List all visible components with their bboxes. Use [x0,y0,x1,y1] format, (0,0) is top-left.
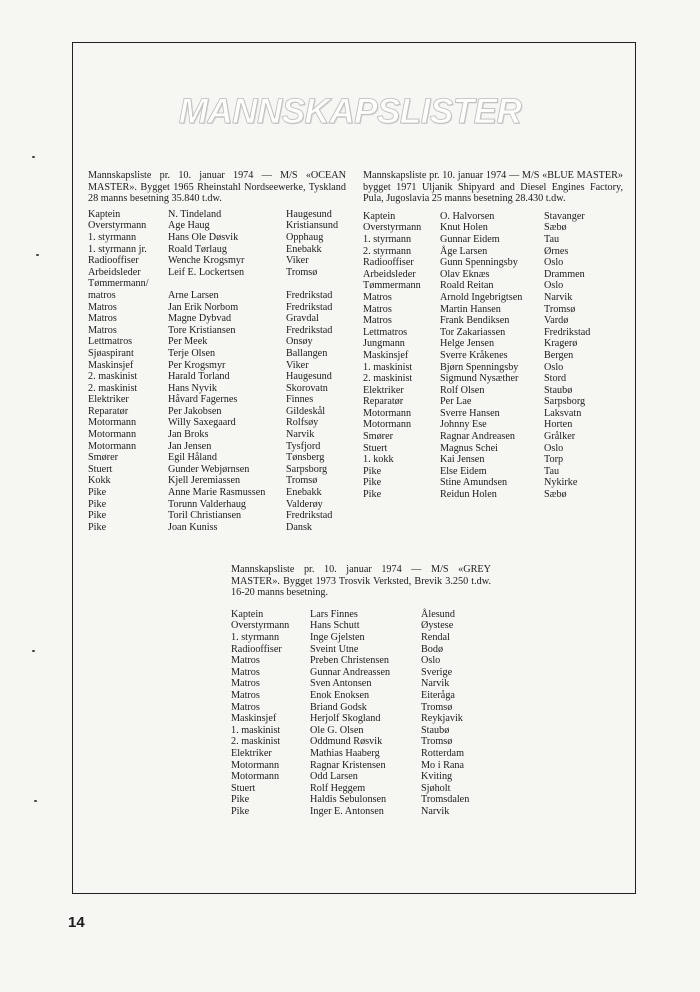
crew-hometown: Skorovatn [286,382,328,394]
crew-name: Stine Amundsen [440,477,508,489]
crew-name: Terje Olsen [168,347,216,359]
crew-hometown: Haugesund [286,371,332,383]
crew-hometown [286,278,338,290]
crew-row [88,417,338,429]
crew-role: Maskinsjef [88,359,134,371]
crew-role: Matros [88,324,117,336]
crew-role: 1. styrmann [231,631,280,643]
crew-hometown: Narvik [544,291,573,303]
crew-hometown: Grålker [544,431,576,443]
crew-hometown: Bodø [421,643,444,655]
crew-name: Kjell Jeremiassen [168,475,241,487]
crew-hometown: Stord [544,373,567,385]
crew-hometown: Ålesund [421,608,455,620]
crew-row [363,234,590,246]
crew-role: Matros [88,313,117,325]
crew-role: Motormann [231,759,280,771]
crew-name: Oddmund Røsvik [310,736,383,748]
crew-hometown: Tromsø [286,266,318,278]
crew-row [231,806,469,818]
crew-name: Joan Kuniss [168,521,218,533]
crew-hometown: Fredrikstad [286,510,333,522]
crew-role: Pike [231,794,250,806]
crew-name: Lars Finnes [310,608,358,620]
crew-name: O. Halvorsen [440,210,495,222]
crew-row [88,522,338,534]
crew-role: Matros [363,291,392,303]
crew-row [363,257,590,269]
crew-hometown: Tromsdalen [421,794,470,806]
crew-role: Lettmatros [363,326,408,338]
crew-row [363,466,590,478]
crew-hometown: Eiteråga [421,689,455,701]
crew-hometown: Sæbø [544,222,567,234]
crew-role: 1. kokk [363,454,394,466]
crew-name: Sven Antonsen [310,678,372,690]
crew-row [88,464,338,476]
crew-role: Stuert [231,782,256,794]
crew-role: Matros [363,315,392,327]
margin-mark [34,800,37,802]
crew-role: Tømmermann [363,280,421,292]
crew-role: Pike [88,521,107,533]
crew-row [231,655,469,667]
crew-role: Lettmatros [88,336,133,348]
crew-row [363,315,590,327]
margin-mark [32,650,35,652]
crew-row [231,620,469,632]
crew-row [231,632,469,644]
crew-role: 1. maskinist [363,361,413,373]
crew-name: Arne Larsen [168,289,219,301]
crew-name: Haldis Sebulonsen [310,794,387,806]
crew-row [88,336,338,348]
crew-name: Inger E. Antonsen [310,805,384,817]
crew-list-blue-master [363,170,623,501]
crew-name [168,278,286,290]
crew-row [363,431,590,443]
crew-row [363,373,590,385]
crew-row [88,302,338,314]
crew-table [88,209,338,534]
crew-hometown: Tysfjord [286,440,321,452]
crew-row [363,327,590,339]
crew-hometown: Torp [544,454,564,466]
crew-name: Sverre Kråkenes [440,349,508,361]
crew-hometown: Sarpsborg [286,463,328,475]
crew-role: Matros [231,678,260,690]
crew-hometown: Ballangen [286,347,328,359]
crew-row [88,406,338,418]
crew-row [231,771,469,783]
crew-row [88,209,338,221]
crew-row [88,313,338,325]
crew-row [231,736,469,748]
crew-row [231,713,469,725]
crew-role: Pike [231,805,250,817]
crew-hometown: Horten [544,419,573,431]
crew-hometown: Drammen [544,268,585,280]
crew-hometown: Staubø [544,384,573,396]
crew-name: Reidun Holen [440,489,497,501]
crew-name: Gunn Spenningsby [440,257,518,269]
crew-name: Sveint Utne [310,643,359,655]
crew-hometown: Tau [544,465,560,477]
crew-hometown: Viker [286,359,309,371]
crew-row [363,477,590,489]
crew-row [88,244,338,256]
crew-row [363,443,590,455]
crew-name: Gunnar Eidem [440,233,500,245]
crew-name: Enok Enoksen [310,689,370,701]
crew-role: Jungmann [363,338,405,350]
crew-row [363,222,590,234]
crew-role: Matros [231,689,260,701]
crew-row [88,383,338,395]
crew-hometown: Enebakk [286,487,322,499]
crew-hometown: Kristiansund [286,220,339,232]
crew-hometown: Sæbø [544,489,567,501]
crew-role: 2. maskinist [363,373,413,385]
crew-row [231,783,469,795]
crew-name: Johnny Ese [440,419,487,431]
crew-name: Gunnar Andreassen [310,666,391,678]
crew-name: Bjørn Spenningsby [440,361,519,373]
crew-name: Magnus Schei [440,442,499,454]
crew-row [88,452,338,464]
crew-name: Roald Reitan [440,280,494,292]
crew-role: Stuert [88,463,113,475]
crew-role: Motormann [363,407,412,419]
crew-role: Pike [88,498,107,510]
crew-name: Knut Holen [440,222,488,234]
crew-row [88,371,338,383]
crew-name: Jan Erik Norbom [168,301,239,313]
crew-role: Motormann [88,440,137,452]
crew-role: Reparatør [88,405,129,417]
crew-name: Jan Jensen [168,440,212,452]
crew-role: 2. maskinist [88,371,138,383]
crew-row [231,760,469,772]
crew-name: N. Tindeland [168,208,222,220]
crew-hometown: Narvik [286,429,315,441]
crew-hometown: Sverige [421,666,453,678]
crew-role: Pike [363,477,382,489]
crew-role: Reparatør [363,396,404,408]
crew-name: Herjolf Skogland [310,713,381,725]
crew-role: Overstyrmann [363,222,422,234]
crew-role: Matros [363,303,392,315]
crew-role: Stuert [363,442,388,454]
crew-hometown: Opphaug [286,231,324,243]
crew-hometown: Fredrikstad [286,289,333,301]
crew-name: Else Eidem [440,465,487,477]
page-number: 14 [68,914,85,931]
crew-role: matros [88,289,116,301]
crew-name: Roald Tørlaug [168,243,227,255]
crew-name: Ragnar Andreasen [440,431,515,443]
crew-role: Motormann [88,417,137,429]
crew-name: Hans Ole Døsvik [168,231,239,243]
crew-hometown: Tromsø [421,701,453,713]
page-banner: MANNSKAPSLISTER [178,92,522,131]
crew-role: Arbeidsleder [88,266,141,278]
crew-role: Pike [88,487,107,499]
crew-hometown: Nykirke [544,477,578,489]
crew-name: Toril Christiansen [168,510,242,522]
crew-role: Matros [231,701,260,713]
crew-role: 1. styrmann [88,231,137,243]
crew-list-ocean-master [88,170,346,533]
crew-role: 1. styrmann [363,233,412,245]
crew-row [231,725,469,737]
crew-hometown: Vardø [544,315,569,327]
crew-row [363,338,590,350]
crew-row [363,304,590,316]
crew-name: Hans Nyvik [168,382,217,394]
crew-hometown: Viker [286,255,309,267]
margin-mark [32,156,35,158]
crew-role: Maskinsjef [231,713,277,725]
crew-role: Elektriker [88,394,129,406]
margin-mark [36,254,39,256]
crew-role: Motormann [231,771,280,783]
crew-hometown: Tromsø [421,736,453,748]
crew-row [88,348,338,360]
crew-hometown: Gildeskål [286,405,326,417]
crew-row [231,690,469,702]
crew-name: Håvard Fagernes [168,394,238,406]
crew-row [231,702,469,714]
crew-role: Smører [88,452,118,464]
crew-list-intro: Mannskapsliste pr. 10. januar 1974 — M/S «GREY MASTER». Bygget 1973 Trosvik Verksted, Brevik 3.250 t.dw. 16-20 manns besetning. [231,564,491,599]
crew-row [363,385,590,397]
crew-name: Helge Jensen [440,338,495,350]
crew-hometown: Kragerø [544,338,578,350]
crew-name: Kai Jensen [440,454,485,466]
crew-role: Radiooffiser [88,255,139,267]
crew-row [88,441,338,453]
crew-role: Smører [363,431,393,443]
crew-hometown: Enebakk [286,243,322,255]
crew-row [363,280,590,292]
crew-role: Matros [231,655,260,667]
crew-role: Arbeidsleder [363,268,416,280]
crew-row [363,489,590,501]
crew-row [88,220,338,232]
crew-row [231,678,469,690]
crew-name: Sigmund Nysæther [440,373,519,385]
crew-name: Martin Hansen [440,303,501,315]
crew-hometown: Staubø [421,724,450,736]
crew-name: Ole G. Olsen [310,724,364,736]
crew-hometown: Dansk [286,521,313,533]
crew-row [88,290,338,302]
crew-role: Tømmermann/ [88,278,149,290]
crew-name: Arnold Ingebrigtsen [440,291,523,303]
crew-name: Sverre Hansen [440,407,500,419]
crew-hometown: Tønsberg [286,452,325,464]
crew-name: Frank Bendiksen [440,315,510,327]
crew-row [231,794,469,806]
crew-name: Odd Larsen [310,771,358,783]
crew-hometown: Gravdal [286,313,319,325]
crew-hometown: Sarpsborg [544,396,586,408]
crew-hometown: Valderøy [286,498,323,510]
crew-row [88,429,338,441]
crew-hometown: Haugesund [286,208,332,220]
crew-row [363,292,590,304]
crew-hometown: Laksvatn [544,407,582,419]
crew-hometown: Tromsø [286,475,318,487]
crew-row [363,362,590,374]
crew-role: 1. maskinist [231,724,281,736]
crew-row [88,394,338,406]
crew-name: Leif E. Lockertsen [168,266,245,278]
crew-name: Torunn Valderhaug [168,498,247,510]
crew-role: Maskinsjef [363,349,409,361]
crew-row [88,325,338,337]
crew-table [363,211,590,501]
crew-hometown: Narvik [421,678,450,690]
crew-role: 1. styrmann jr. [88,243,147,255]
crew-name: Jan Broks [168,429,209,441]
crew-role: Radiooffiser [231,643,282,655]
crew-hometown: Ørnes [544,245,569,257]
crew-hometown: Finnes [286,394,314,406]
crew-hometown: Rendal [421,631,450,643]
crew-row [363,269,590,281]
crew-row [363,454,590,466]
crew-hometown: Oslo [544,442,564,454]
crew-role: 2. maskinist [88,382,138,394]
crew-name: Magne Dybvad [168,313,232,325]
crew-name: Gunder Webjørnsen [168,463,250,475]
crew-role: Matros [231,666,260,678]
crew-hometown: Stavanger [544,210,585,222]
crew-hometown: Rotterdam [421,747,465,759]
crew-hometown: Reykjavik [421,713,463,725]
crew-row [363,246,590,258]
crew-table [231,609,469,818]
crew-role: Overstyrmann [231,620,290,632]
crew-name: Rolf Heggem [310,782,366,794]
crew-hometown: Mo i Rana [421,759,465,771]
crew-role: Matros [88,301,117,313]
crew-hometown: Bergen [544,349,574,361]
crew-row [88,278,338,290]
crew-hometown: Rolfsøy [286,417,319,429]
crew-name: Per Jakobsen [168,405,222,417]
crew-role: Motormann [363,419,412,431]
crew-name: Åge Larsen [440,245,488,257]
crew-role: 2. maskinist [231,736,281,748]
crew-list-grey-master [231,564,491,817]
crew-row [88,232,338,244]
crew-role: Radiooffiser [363,257,414,269]
crew-name: Per Lae [440,396,472,408]
crew-hometown: Tromsø [544,303,576,315]
crew-name: Briand Godsk [310,701,367,713]
crew-hometown: Kviting [421,771,453,783]
crew-name: Olav Eknæs [440,268,490,280]
crew-list-intro: Mannskapsliste pr. 10. januar 1974 — M/S «BLUE MASTER» bygget 1971 Uljanik Shipyard and Diesel Engines Factory, Pula, Jugoslavia 25 manns besetning 28.430 t.dw. [363,170,623,205]
crew-name: Harald Torland [168,371,230,383]
crew-row [231,667,469,679]
crew-role: Kaptein [363,210,396,222]
crew-name: Per Meek [168,336,208,348]
crew-hometown: Fredrikstad [286,301,333,313]
crew-row [231,609,469,621]
crew-role: Overstyrmann [88,220,147,232]
crew-row [363,408,590,420]
crew-row [88,267,338,279]
crew-row [363,211,590,223]
crew-list-intro: Mannskapsliste pr. 10. januar 1974 — M/S «OCEAN MASTER». Bygget 1965 Rheinstahl Nordseewerke, Tyskland 28 manns besetning 35.840 t.dw. [88,170,346,205]
crew-name: Hans Schutt [310,620,360,632]
crew-role: 2. styrmann [363,245,412,257]
crew-role: Pike [88,510,107,522]
crew-name: Ragnar Kristensen [310,759,386,771]
crew-name: Age Haug [168,220,210,232]
crew-role: Pike [363,489,382,501]
crew-role: Kaptein [231,608,264,620]
crew-hometown: Oslo [544,361,564,373]
crew-role: Sjøaspirant [88,347,134,359]
crew-role: Kaptein [88,208,121,220]
crew-name: Mathias Haaberg [310,747,380,759]
crew-row [88,487,338,499]
crew-hometown: Øystese [421,620,454,632]
crew-hometown: Oslo [421,655,441,667]
crew-name: Anne Marie Rasmussen [168,487,266,499]
crew-name: Willy Saxegaard [168,417,236,429]
crew-name: Tor Zakariassen [440,326,506,338]
crew-hometown: Narvik [421,805,450,817]
crew-row [363,350,590,362]
crew-hometown: Onsøy [286,336,313,348]
crew-hometown: Oslo [544,257,564,269]
crew-name: Wenche Krogsmyr [168,255,245,267]
crew-hometown: Fredrikstad [286,324,333,336]
crew-row [231,644,469,656]
crew-row [363,419,590,431]
crew-role: Elektriker [363,384,404,396]
crew-hometown: Sjøholt [421,782,451,794]
crew-name: Egil Håland [168,452,217,464]
crew-hometown: Fredrikstad [544,326,591,338]
crew-row [88,255,338,267]
crew-name: Tore Kristiansen [168,324,236,336]
crew-row [88,510,338,522]
crew-role: Motormann [88,429,137,441]
crew-row [88,499,338,511]
crew-name: Inge Gjelsten [310,631,365,643]
crew-row [88,475,338,487]
crew-name: Per Krogsmyr [168,359,226,371]
crew-hometown: Tau [544,233,560,245]
crew-name: Preben Christensen [310,655,389,667]
crew-name: Rolf Olsen [440,384,485,396]
crew-row [231,748,469,760]
crew-role: Pike [363,465,382,477]
crew-row [363,396,590,408]
crew-row [88,360,338,372]
crew-hometown: Oslo [544,280,564,292]
crew-role: Elektriker [231,747,272,759]
crew-role: Kokk [88,475,111,487]
